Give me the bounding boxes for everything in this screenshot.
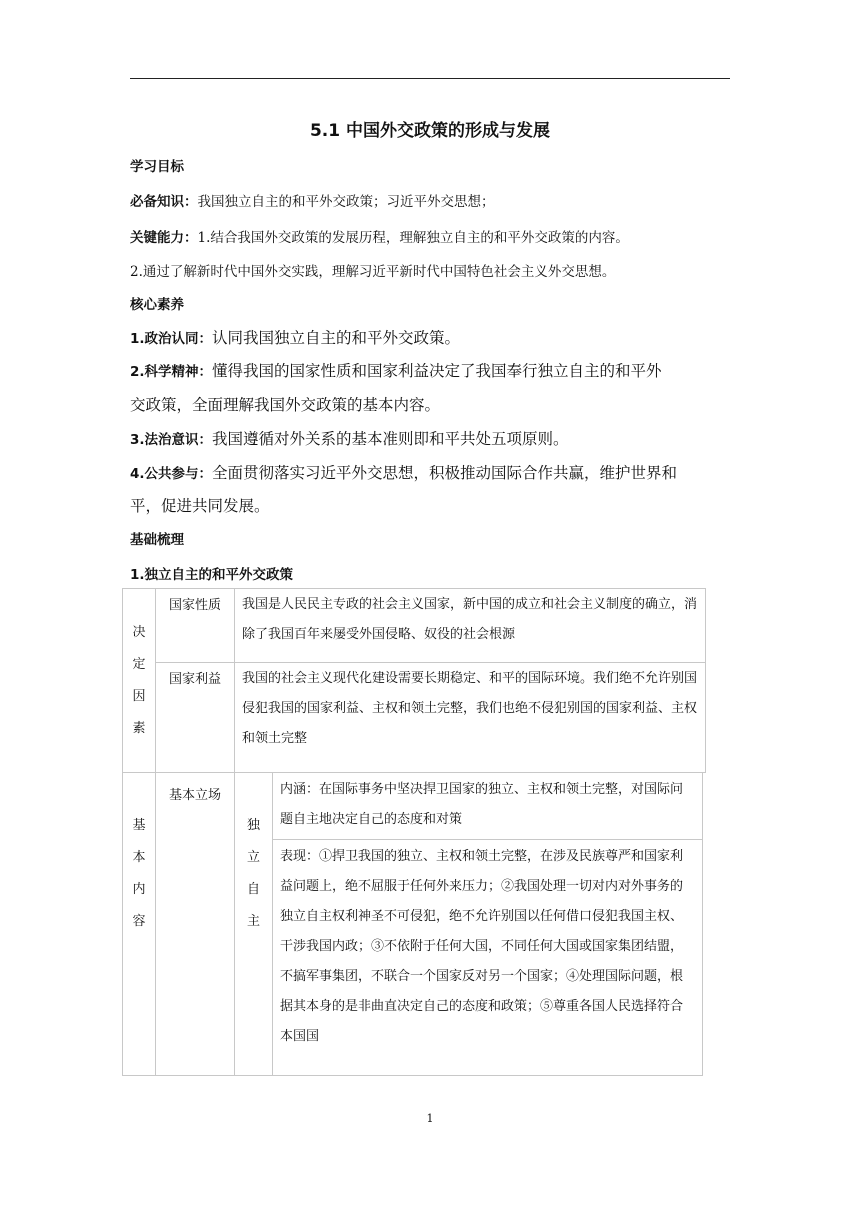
- connotation-cell: [273, 773, 703, 840]
- key-ability-label: 关键能力：: [130, 230, 198, 246]
- national-interest-label: 国家利益: [156, 663, 235, 773]
- independence-char-4: 主: [246, 914, 260, 929]
- independence-label: [235, 773, 273, 1076]
- decisive-char-4: 素: [132, 720, 146, 736]
- heading-basics: 基础梳理: [130, 532, 184, 548]
- decisive-char-3: 因: [132, 688, 146, 704]
- required-knowledge-label: 必备知识：: [130, 194, 198, 210]
- national-nature-text: 我国是人民民主专政的社会主义国家，新中国的成立和社会主义制度的确立，消除了我国百年来屡受外国侵略、奴役的社会根源: [242, 597, 698, 642]
- decisive-factors-label: [123, 589, 156, 773]
- political-label: 1.政治认同：: [130, 331, 213, 347]
- heading-policy: 1.独立自主的和平外交政策: [130, 567, 294, 583]
- independence-char-3: 自: [246, 882, 260, 897]
- key-ability-text-1: 1.结合我国外交政策的发展历程，理解独立自主的和平外交政策的内容。: [197, 230, 629, 246]
- key-ability: [130, 226, 730, 246]
- political-text: 认同我国独立自主的和平外交政策。: [212, 329, 461, 347]
- science-text-2: 交政策，全面理解我国外交政策的基本内容。: [130, 396, 441, 414]
- page-title: 5.1 中国外交政策的形成与发展: [309, 121, 551, 141]
- manifestation-cell: [273, 840, 703, 1076]
- basic-stance-label: [156, 773, 235, 1076]
- manifestation-text: 表现：①捍卫我国的独立、主权和领土完整，在涉及民族尊严和国家利益问题上，绝不屈服于任何外来压力；②我国处理一切对内对外事务的独立自主权利神圣不可侵犯，绝不允许别国以任何借口侵犯我国主权、干涉我国内政；③不依附于任何大国，不同任何大国或国家集团结盟，不搞军事集团，不联合一个国家反对另一个国家；④处理国际问题，根据其本身的是非曲直决定自己的态度和政策；⑤尊重各国人民选择符合本国国: [280, 849, 684, 1044]
- decisive-char-1: 决: [132, 624, 146, 640]
- basic-content-table: [122, 772, 703, 1076]
- political-identity: [130, 326, 730, 348]
- rule-of-law: [130, 427, 730, 449]
- national-interest-cell: [235, 663, 706, 773]
- basic-content-label: [123, 773, 156, 1076]
- national-nature-cell: [235, 589, 706, 663]
- national-interest-text: 我国的社会主义现代化建设需要长期稳定、和平的国际环境。我们绝不允许别国侵犯我国的国家利益、主权和领土完整，我们也绝不侵犯别国的国家利益、主权和领土完整: [242, 671, 698, 746]
- law-text: 我国遵循对外关系的基本准则即和平共处五项原则。: [212, 430, 569, 448]
- public-participation: [130, 461, 730, 483]
- public-text-1: 全面贯彻落实习近平外交思想，积极推动国际合作共赢，维护世界和: [212, 464, 678, 482]
- basic-stance-text: 基本立场: [168, 788, 221, 803]
- independence-char-2: 立: [246, 850, 260, 865]
- basic-char-4: 容: [132, 914, 146, 929]
- basic-char-1: 基: [132, 818, 146, 833]
- heading-study-goals: 学习目标: [130, 159, 184, 175]
- key-ability-text-2: 2.通过了解新时代中国外交实践，理解习近平新时代中国特色社会主义外交思想。: [130, 264, 616, 280]
- decisive-factors-table: [122, 588, 706, 773]
- header-rule: [130, 78, 730, 79]
- basic-char-2: 本: [132, 850, 146, 865]
- required-knowledge: [130, 190, 730, 210]
- science-label: 2.科学精神：: [130, 364, 213, 380]
- science-text-1: 懂得我国的国家性质和国家利益决定了我国奉行独立自主的和平外: [212, 362, 662, 380]
- required-knowledge-text: 我国独立自主的和平外交政策；习近平外交思想；: [197, 194, 495, 210]
- national-nature-label: 国家性质: [156, 589, 235, 663]
- decisive-char-2: 定: [132, 656, 146, 672]
- connotation-text: 内涵：在国际事务中坚决捍卫国家的独立、主权和领土完整，对国际问题自主地决定自己的态度和对策: [280, 782, 684, 827]
- scientific-spirit: [130, 359, 730, 381]
- public-text-2: 平，促进共同发展。: [130, 497, 270, 515]
- public-label: 4.公共参与：: [130, 466, 213, 482]
- basic-char-3: 内: [132, 882, 146, 897]
- page-number: 1: [426, 1112, 434, 1125]
- law-label: 3.法治意识：: [130, 432, 213, 448]
- independence-char-1: 独: [246, 818, 260, 833]
- heading-core-literacy: 核心素养: [130, 297, 184, 313]
